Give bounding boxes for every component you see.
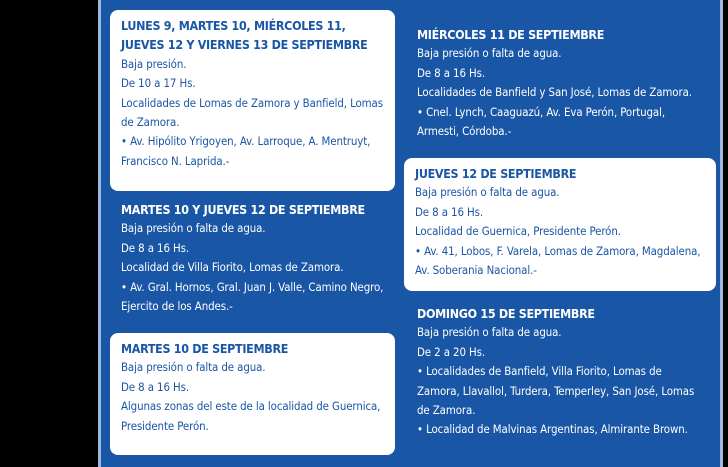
notice-line: Baja presión o falta de agua.: [417, 325, 562, 340]
notice-localities: Localidad de Guernica, Presidente Perón.: [415, 224, 621, 239]
notice-line: Baja presión o falta de agua.: [415, 185, 560, 200]
notice-streets: • Av. 41, Lobos, F. Varela, Lomas de Zamora, Magdalena, Av. Soberania Nacional.-: [415, 243, 701, 278]
notice-panel: [98, 0, 723, 467]
notice-hours: De 2 a 20 Hs.: [417, 344, 486, 359]
notice-block-martes-jueves: [110, 200, 395, 316]
notice-title: MIÉRCOLES 11 DE SEPTIEMBRE: [417, 27, 605, 42]
notice-localities: Localidades de Banfield y San José, Lomas de Zamora.: [417, 85, 692, 100]
notice-localities-2: • Localidad de Malvinas Argentinas, Almirante Brown.: [417, 422, 688, 437]
notice-card-lunes-a-viernes: [110, 10, 395, 191]
notice-hours: De 8 a 16 Hs.: [417, 65, 486, 80]
notice-line: Baja presión o falta de agua.: [417, 46, 562, 61]
notice-title: DOMINGO 15 DE SEPTIEMBRE: [417, 306, 595, 321]
notice-line: Baja presión.: [121, 56, 187, 71]
notice-hours: De 8 a 16 Hs.: [121, 379, 190, 394]
notice-title: LUNES 9, MARTES 10, MIÉRCOLES 11, JUEVES 12 Y VIERNES 13 DE SEPTIEMBRE: [121, 18, 368, 53]
notice-line: Baja presión o falta de agua.: [121, 221, 266, 236]
notice-localities: Algunas zonas del este de la localidad de Guernica, Presidente Perón.: [121, 399, 381, 433]
notice-block-miercoles-11: [406, 25, 716, 141]
notice-localities: • Localidades de Banfield, Villa Fiorito, Lomas de Zamora, Llavallol, Turdera, Temperley, San José, Lomas de Zamora.: [417, 364, 695, 418]
notice-block-domingo-15: [406, 304, 716, 440]
notice-title: MARTES 10 DE SEPTIEMBRE: [121, 341, 289, 356]
notice-card-martes-10: [110, 333, 395, 455]
notice-hours: De 10 a 17 Hs.: [121, 76, 196, 91]
notice-hours: De 8 a 16 Hs.: [415, 204, 484, 219]
notice-streets: • Av. Hipólito Yrigoyen, Av. Larroque, A. Mentruyt, Francisco N. Laprida.-: [121, 134, 371, 168]
notice-localities: Localidades de Lomas de Zamora y Banfield, Lomas de Zamora.: [121, 95, 383, 130]
notice-streets: • Cnel. Lynch, Caaguazú, Av. Eva Perón, Portugal, Armesti, Córdoba.-: [417, 104, 666, 139]
notice-title: MARTES 10 Y JUEVES 12 DE SEPTIEMBRE: [121, 202, 365, 217]
notice-line: Baja presión o falta de agua.: [121, 360, 266, 375]
notice-card-jueves-12: [404, 158, 716, 291]
notice-localities: Localidad de Villa Fiorito, Lomas de Zamora.: [121, 260, 344, 275]
notice-title: JUEVES 12 DE SEPTIEMBRE: [415, 166, 577, 181]
notice-streets: • Av. Gral. Hornos, Gral. Juan J. Valle, Camino Negro, Ejercito de los Andes.-: [121, 279, 384, 314]
notice-hours: De 8 a 16 Hs.: [121, 240, 190, 255]
